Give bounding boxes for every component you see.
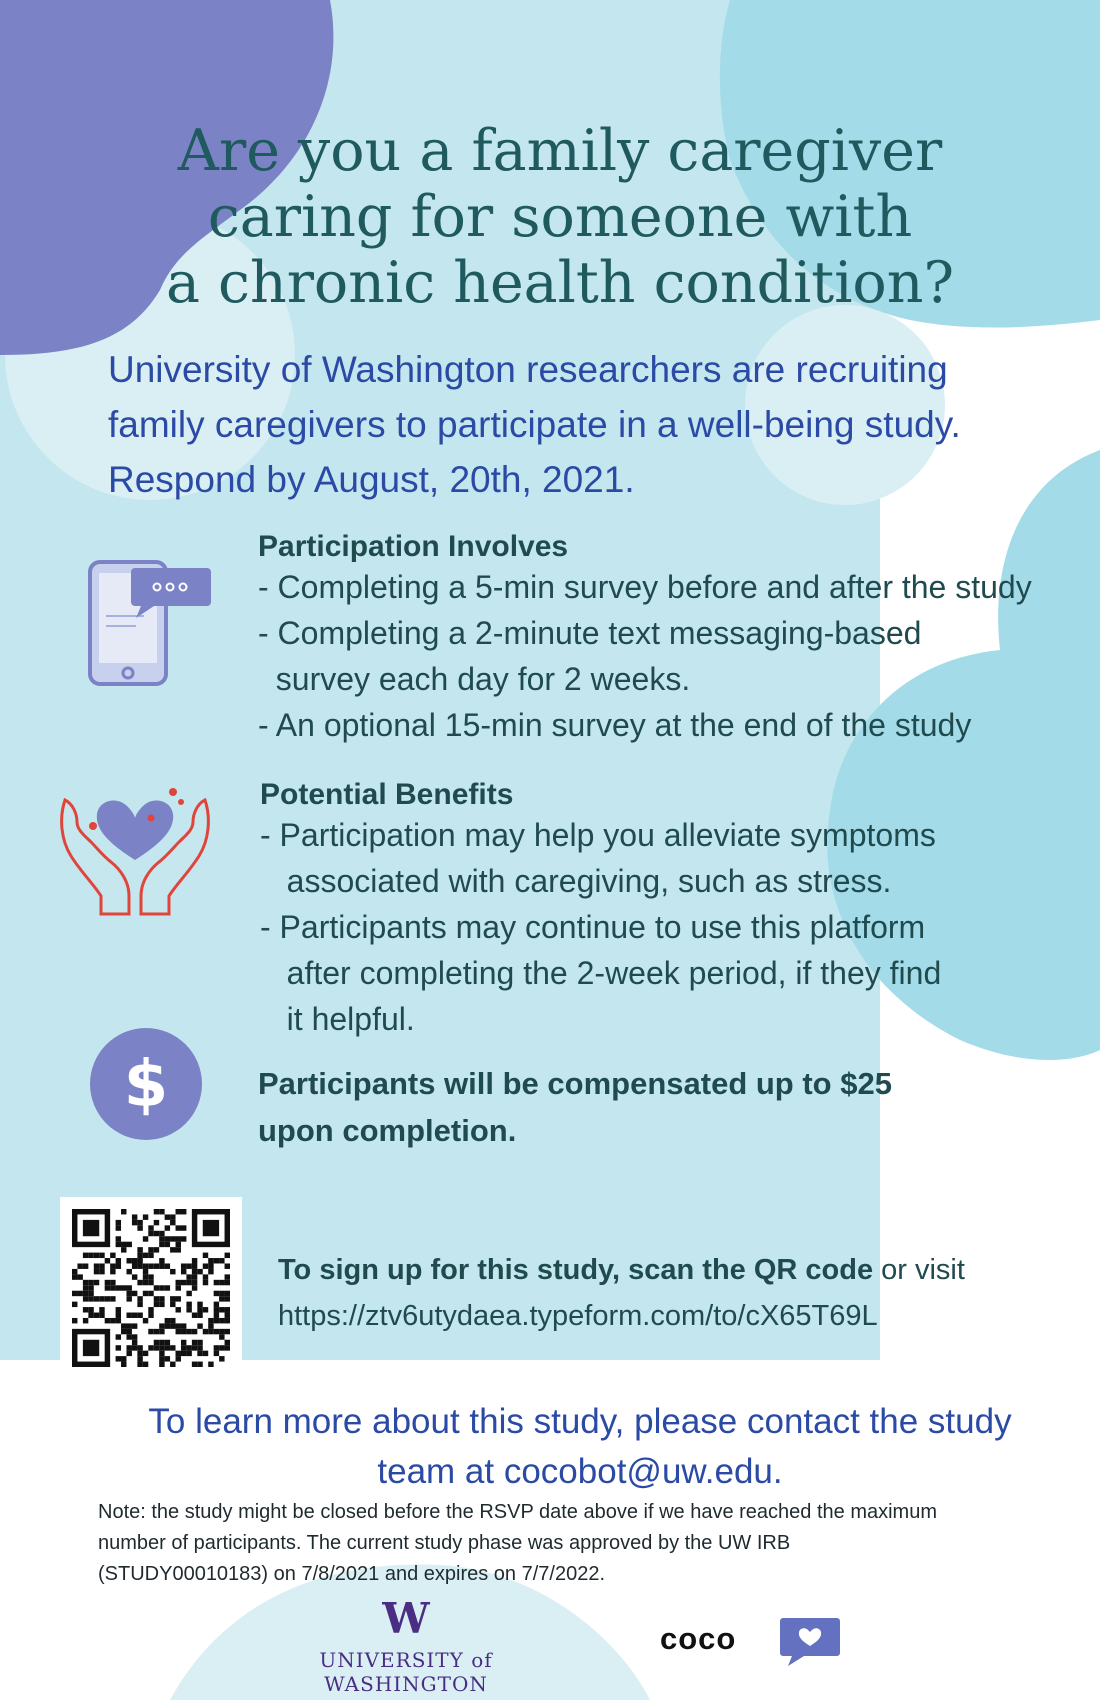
intro-line: Respond by August, 20th, 2021. <box>108 459 635 500</box>
participation-item: survey each day for 2 weeks. <box>258 661 691 697</box>
signup-rest: or visit <box>873 1254 965 1286</box>
benefits-item: after completing the 2-week period, if they find <box>260 955 942 991</box>
benefits-item: associated with caregiving, such as stress. <box>260 863 892 899</box>
coco-wordmark: coco <box>660 1621 737 1656</box>
compensation-text <box>258 1060 978 1154</box>
participation-item: - Completing a 2-minute text messaging-based <box>258 615 922 651</box>
intro-text <box>108 342 1068 507</box>
participation-heading: Participation Involves <box>258 530 569 563</box>
uw-name: UNIVERSITY of WASHINGTON <box>319 1648 493 1696</box>
page-title: Are you a family caregiver caring for someone with a chronic health condition? <box>165 118 955 316</box>
intro-line: family caregivers to participate in a well-being study. <box>108 404 961 445</box>
participation-item: - An optional 15-min survey at the end of the study <box>258 707 972 743</box>
compensation-line: Participants will be compensated up to $25 <box>258 1066 892 1101</box>
signup-bold: To sign up for this study, scan the QR code <box>278 1254 874 1286</box>
contact-line: team at cocobot@uw.edu. <box>377 1452 783 1491</box>
signup-text <box>278 1247 965 1339</box>
intro-line: University of Washington researchers are recruiting <box>108 349 948 390</box>
signup-line <box>278 1247 965 1293</box>
note-line: (STUDY00010183) on 7/8/2021 and expires on 7/7/2022. <box>98 1563 606 1585</box>
contact-text <box>60 1397 1100 1497</box>
coco-chat-heart-icon <box>778 1616 842 1668</box>
dollar-icon <box>90 1028 202 1140</box>
dollar-symbol: $ <box>123 1048 169 1122</box>
note-line: number of participants. The current study phase was approved by the UW IRB <box>98 1532 791 1554</box>
uw-mark: W <box>382 1594 430 1643</box>
benefits-section <box>260 778 941 1042</box>
benefits-item: - Participants may continue to use this platform <box>260 909 926 945</box>
uw-logo <box>256 1594 556 1696</box>
heart-hands-icon <box>55 778 215 918</box>
participation-item: - Completing a 5-min survey before and after the study <box>258 569 1032 605</box>
phone-chat-icon <box>86 558 214 688</box>
note-text <box>98 1497 1038 1590</box>
benefits-heading: Potential Benefits <box>260 778 514 811</box>
signup-url-link[interactable]: https://ztv6utydaea.typeform.com/to/cX65T69L <box>278 1300 878 1332</box>
participation-section <box>258 530 1032 748</box>
benefits-item: it helpful. <box>260 1001 415 1037</box>
note-line: Note: the study might be closed before the RSVP date above if we have reached the maximum <box>98 1501 937 1523</box>
contact-line: To learn more about this study, please contact the study <box>148 1402 1012 1441</box>
benefits-item: - Participation may help you alleviate symptoms <box>260 817 936 853</box>
compensation-line: upon completion. <box>258 1113 517 1148</box>
qr-code[interactable] <box>72 1209 230 1367</box>
